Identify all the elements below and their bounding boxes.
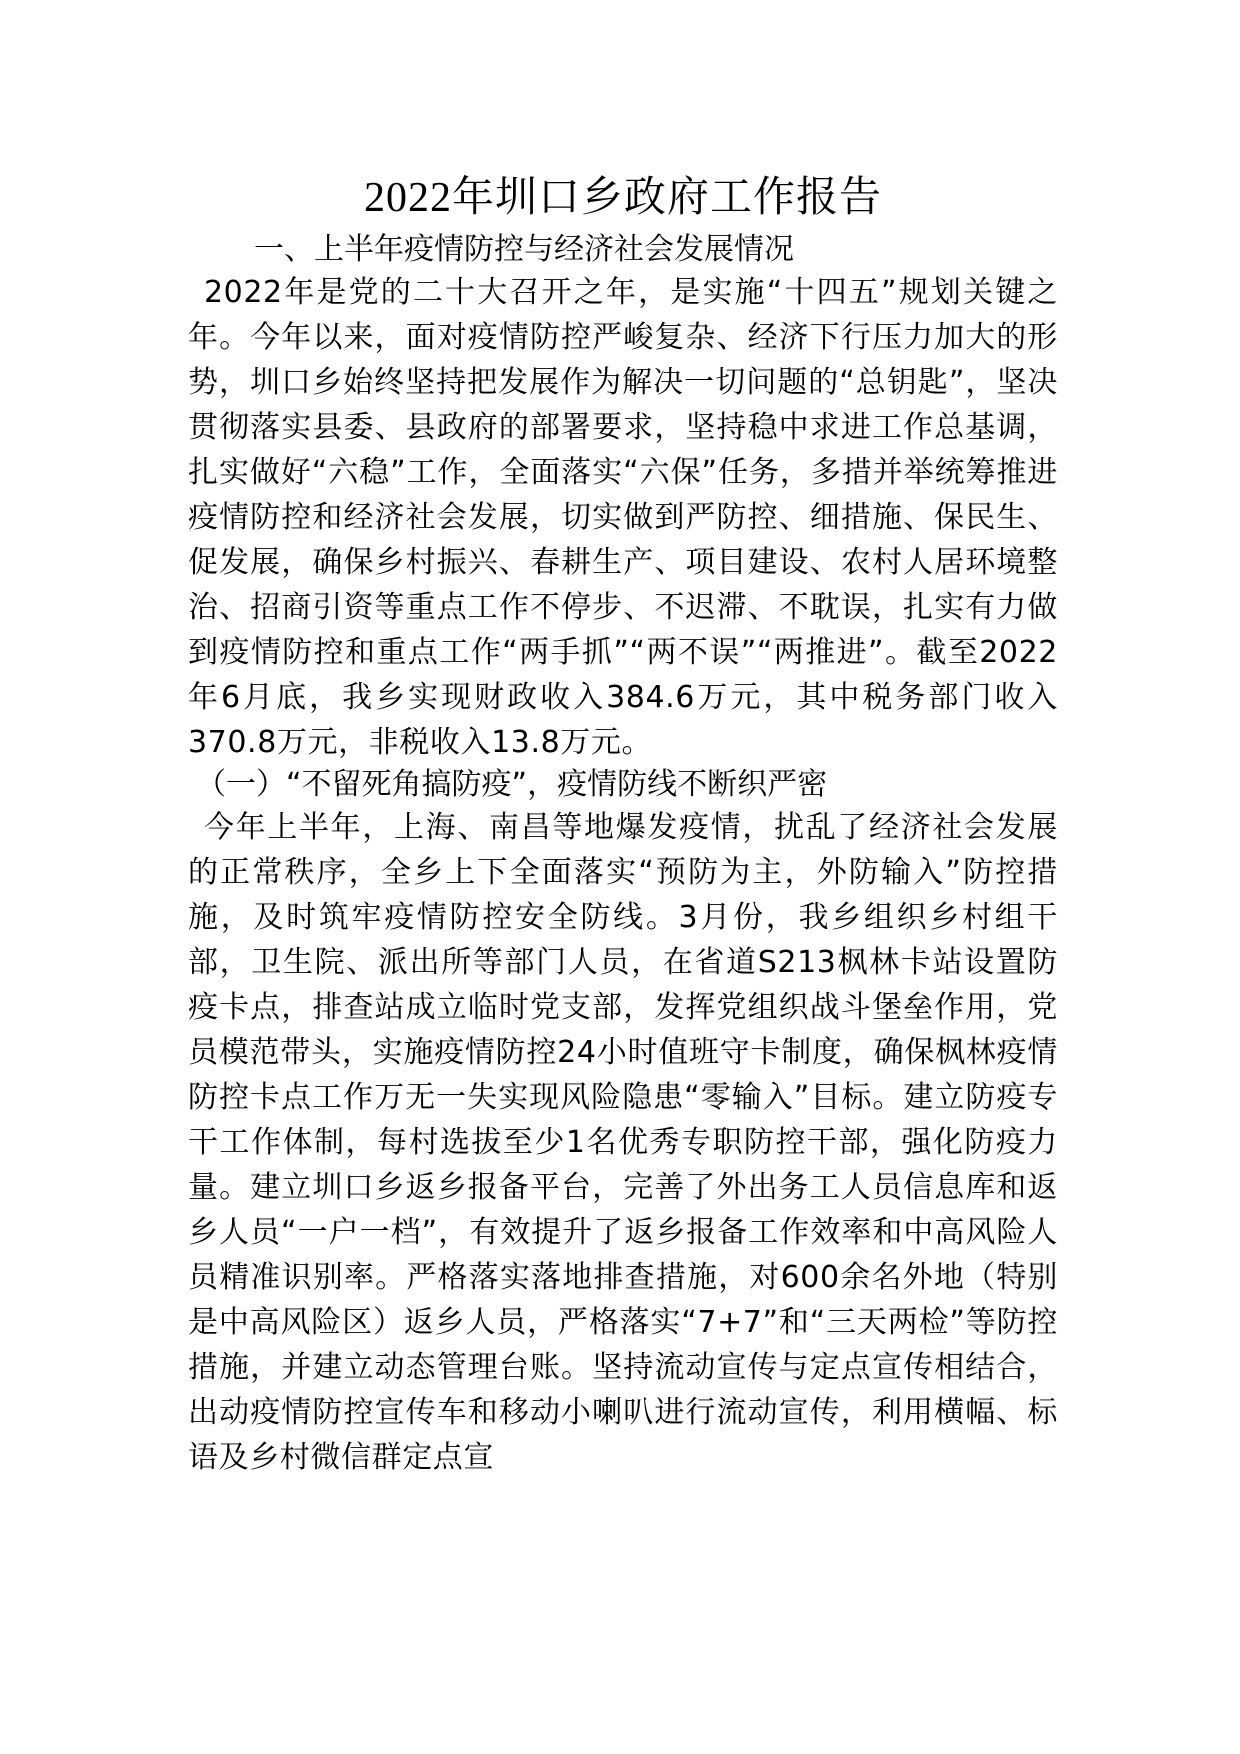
document-title: 2022年圳口乡政府工作报告 xyxy=(363,175,882,221)
document-page xyxy=(188,150,1058,1480)
subsection-heading: （一）“不留死角搞防疫”，疫情防线不断织严密 xyxy=(196,767,828,802)
section-heading: 一、上半年疫情防控与经济社会发展情况 xyxy=(254,232,794,267)
paragraph-overview: 2022年是党的二十大召开之年，是实施“十四五”规划关键之年。今年以来，面对疫情防控严峻复杂、经济下行压力加大的形势，圳口乡始终坚持把发展作为解决一切问题的“总钥匙”，坚决贯彻落实县委、县政府的部署要求，坚持稳中求进工作总基调，扎实做好“六稳”工作，全面落实“六保”任务，多措并举统筹推进疫情防控和经济社会发展，切实做到严防控、细措施、保民生、促发展，确保乡村振兴、春耕生产、项目建设、农村人居环境整治、招商引资等重点工作不停步、不迟滞、不耽误，扎实有力做到疫情防控和重点工作“两手抓”“两不误”“两推进”。截至2022年6月底，我乡实现财政收入384.6万元，其中税务部门收入370.8万元，非税收入13.8万元。 xyxy=(188,275,1058,760)
paragraph-epidemic-control: 今年上半年，上海、南昌等地爆发疫情，扰乱了经济社会发展的正常秩序，全乡上下全面落实“预防为主，外防输入”防控措施，及时筑牢疫情防控安全防线。3月份，我乡组织乡村组干部，卫生院、派出所等部门人员，在省道S213枫林卡站设置防疫卡点，排查站成立临时党支部，发挥党组织战斗堡垒作用，党员模范带头，实施疫情防控24小时值班守卡制度，确保枫林疫情防控卡点工作万无一失实现风险隐患“零输入”目标。建立防疫专干工作体制，每村选拔至少1名优秀专职防控干部，强化防疫力量。建立圳口乡返乡报备平台，完善了外出务工人员信息库和返乡人员“一户一档”，有效提升了返乡报备工作效率和中高风险人员精准识别率。严格落实落地排查措施，对600余名外地（特别是中高风险区）返乡人员，严格落实“7+7”和“三天两检”等防控措施，并建立动态管理台账。坚持流动宣传与定点宣传相结合，出动疫情防控宣传车和移动小喇叭进行流动宣传，利用横幅、标语及乡村微信群定点宣 xyxy=(188,810,1058,1475)
